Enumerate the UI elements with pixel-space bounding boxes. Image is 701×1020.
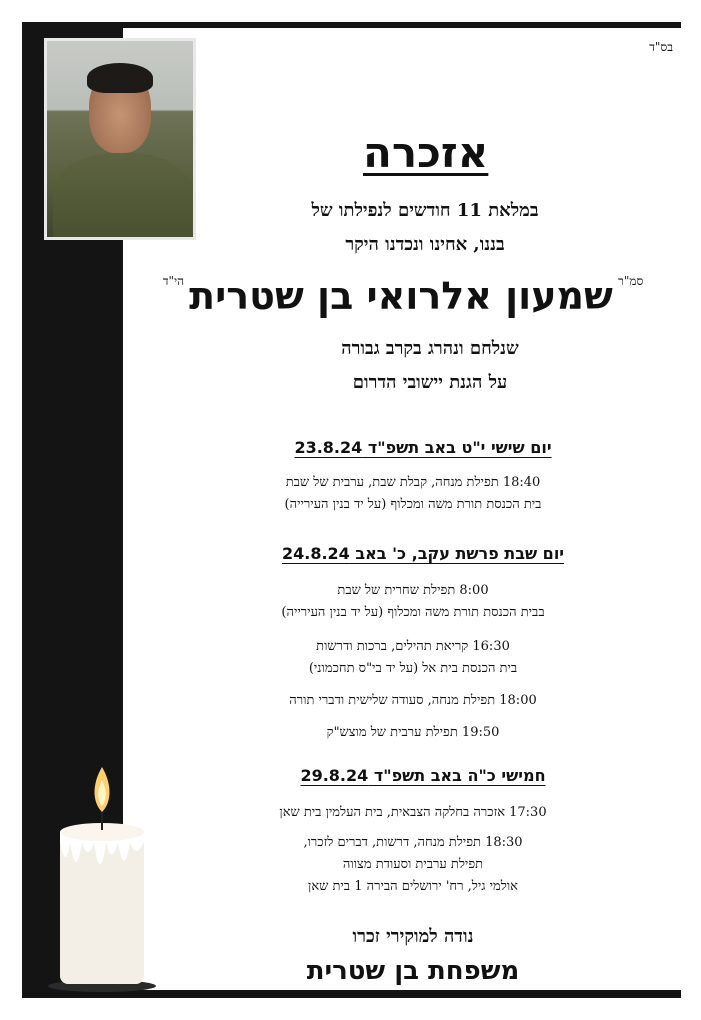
soldier-name: שמעון אלרואי בן שטרית <box>189 274 613 318</box>
day3-row-3: תפילת ערבית וסעודת מצווה <box>342 857 484 872</box>
day3-row-4: אולמי גיל, רח' ירושלים הבירה 1 בית שאן <box>308 879 518 894</box>
photo-uniform <box>53 153 193 240</box>
soldier-name-line <box>143 274 663 318</box>
intro-line-1: במלאת 11 חודשים לנפילתו של <box>311 200 539 221</box>
day2-row-1: 8:00 תפילת שחרית של שבת <box>337 583 489 598</box>
day1-row-1: 18:40 תפילת מנחה, קבלת שבת, ערבית של שבת <box>285 475 541 490</box>
day-heading-2: יום שבת פרשת עקב, כ' באב 24.8.24 <box>281 544 565 563</box>
bsd-mark: בס"ד <box>649 40 673 54</box>
day2-row-3: 16:30 קריאת תהילים, ברכות ודרשות <box>316 639 510 654</box>
fell-line-1: שנלחם ונהרג בקרב גבורה <box>341 338 519 359</box>
day-heading-1: יום שישי י"ט באב תשפ"ד 23.8.24 <box>294 438 552 457</box>
memorial-candle-icon <box>42 762 162 992</box>
day2-row-4: בית הכנסת בית אל (על יד בי"ס תחכמוני) <box>308 661 518 676</box>
soldier-suffix: הי"ד <box>162 274 185 288</box>
soldier-photo <box>44 38 196 240</box>
soldier-rank: סמ"ר <box>617 274 644 288</box>
fell-line-2: על הגנת יישובי הדרום <box>352 372 508 393</box>
family-signature: משפחת בן שטרית <box>306 956 520 986</box>
intro-line-2: בננו, אחינו ונכדנו היקר <box>345 234 505 255</box>
day3-row-1: 17:30 אזכרה בחלקה הצבאית, בית העלמין בית שאן <box>279 805 547 820</box>
day2-row-2: בבית הכנסת תורת משה ומכלוף (על יד בנין העירייה) <box>281 605 545 620</box>
thanks-line: נודה למוקירי זכרו <box>352 926 474 947</box>
day2-row-5: 18:00 תפילת מנחה, סעודה שלישית ודברי תורה <box>289 693 537 708</box>
day1-row-2: בית הכנסת תורת משה ומכלוף (על יד בנין העירייה) <box>284 497 542 512</box>
photo-hair <box>87 63 153 93</box>
day2-row-6: 19:50 תפילת ערבית של מוצש"ק <box>326 725 500 740</box>
day3-row-2: 18:30 תפילת מנחה, דרשות, דברים לזכרו, <box>303 835 523 850</box>
day-heading-3: חמישי כ"ה באב תשפ"ד 29.8.24 <box>300 766 546 785</box>
memorial-paper <box>123 28 687 990</box>
page-title: אזכרה <box>363 128 489 177</box>
memorial-frame <box>22 22 681 998</box>
